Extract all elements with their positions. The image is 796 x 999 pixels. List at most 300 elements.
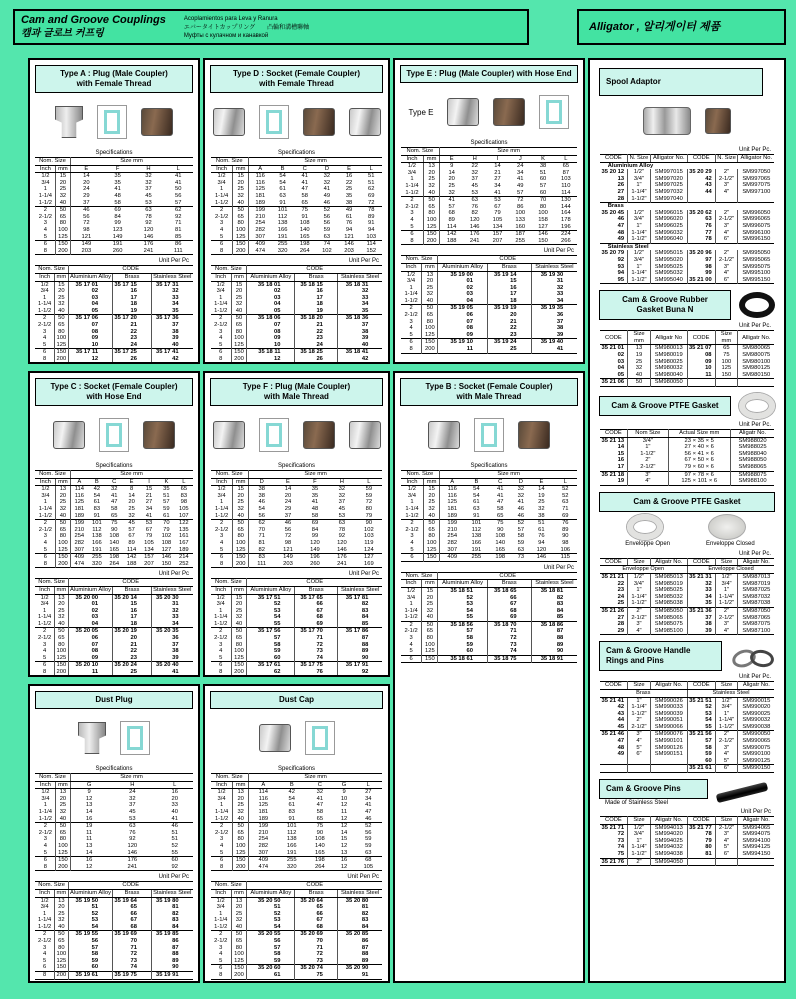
cell: 52: [247, 601, 295, 608]
cell: 81: [687, 851, 715, 858]
cell: 51: [247, 904, 295, 911]
cell: 150: [715, 372, 738, 379]
cell: 188: [126, 560, 137, 567]
cell: 101: [278, 823, 306, 830]
cell: 1/2: [211, 281, 232, 288]
cell: 42: [687, 176, 715, 183]
cell: 165: [299, 233, 310, 240]
cell: 48: [114, 192, 121, 199]
cell: 52: [512, 520, 529, 527]
cell: 2-1/2: [405, 203, 419, 210]
cell: 35 18 01: [247, 281, 295, 288]
cell: 241: [337, 560, 347, 567]
cell: 85: [337, 621, 382, 628]
column-header: mm: [233, 781, 248, 789]
cell: 3/4: [407, 492, 416, 499]
cell: 125: [56, 547, 70, 554]
cell: 307: [440, 547, 465, 554]
cell: 1-1/2": [715, 724, 738, 731]
cell: 1-1/2: [404, 614, 418, 621]
cell: 35 20 19: [113, 628, 152, 635]
cell: 38: [248, 493, 274, 500]
cell: 150: [56, 554, 70, 561]
cell: 57: [517, 189, 524, 196]
column-header: Alligator No.: [738, 155, 774, 163]
cell: 114: [440, 224, 464, 231]
cell: SM997032: [650, 189, 687, 196]
cell: 21: [113, 322, 152, 329]
cell: 241: [143, 247, 154, 254]
cell: 53: [247, 608, 295, 615]
cell: SM996075: [738, 223, 774, 230]
cell: SM990075: [738, 745, 774, 752]
cell: 25: [345, 186, 353, 193]
handle-title-line2: Rings and Pins: [606, 656, 664, 666]
cell: 61: [247, 972, 295, 979]
cell: 46: [517, 505, 525, 512]
cell: 2: [35, 628, 54, 635]
dust-cap-images: [208, 712, 385, 764]
cell: 198: [306, 857, 334, 864]
cell: 07: [68, 642, 112, 649]
cell: 29: [617, 627, 625, 634]
cell: 1-1/2: [214, 512, 229, 519]
cell: SM995040: [650, 277, 687, 284]
cell: 32: [538, 505, 545, 512]
cell: 59: [365, 842, 372, 849]
cell: 4": [628, 628, 651, 635]
cell: 65: [422, 312, 438, 319]
column-group-header: Size mm: [70, 158, 193, 166]
unit-label: Unit Per Pc.: [738, 147, 771, 153]
column-group-header: Nom. Size: [211, 471, 249, 479]
column-group-header: CODE: [68, 882, 192, 890]
cell: 80: [365, 505, 373, 512]
cell: 13: [340, 849, 348, 856]
cell: 2: [35, 207, 55, 214]
cell: 260: [112, 247, 123, 254]
page-title: Cam and Groove Couplings: [21, 14, 166, 26]
cell: 17: [113, 614, 152, 621]
type-b-dimension-diagram-icon: [474, 418, 504, 452]
dust-cap-code-table: [211, 881, 383, 979]
cell: 56: [247, 938, 295, 945]
cell: 149: [112, 233, 123, 240]
cell: 49: [617, 236, 625, 243]
column-header: A: [70, 478, 88, 486]
cell: 35 21 71: [600, 824, 628, 831]
cell: 2-1/2": [715, 738, 738, 745]
cell: 125 × 101 × 6: [668, 478, 730, 485]
cell: 32: [128, 512, 135, 519]
cell: 27: [494, 176, 501, 183]
cell: 06: [68, 635, 112, 642]
cell: 35: [345, 192, 353, 199]
cell: 51: [163, 492, 170, 499]
cell: 61: [163, 512, 170, 519]
cell: 25: [440, 183, 464, 190]
cell: SM987038: [738, 600, 774, 607]
column-header: CODE: [687, 155, 715, 163]
cell: 76: [553, 520, 577, 527]
cell: 86: [151, 938, 192, 945]
cell: 125: [422, 648, 438, 655]
cell: 65: [56, 214, 70, 221]
cell: 255: [272, 241, 294, 248]
cell: 165: [315, 849, 325, 856]
cell: 35 19 50: [68, 897, 112, 904]
cell: 307: [248, 850, 277, 857]
cell: 102: [322, 247, 332, 254]
cell: 76: [538, 533, 545, 540]
cell: 40: [337, 342, 382, 349]
cell: 50: [231, 931, 246, 938]
column-header: CODE: [687, 682, 715, 690]
cell: 80: [231, 329, 246, 336]
cell: 39: [151, 335, 192, 342]
cell: 200: [233, 248, 248, 255]
cell: 130: [554, 197, 577, 204]
cell: 200: [424, 238, 440, 245]
cell: SM994025: [650, 838, 687, 845]
cell: 2: [35, 315, 54, 322]
column-header: E: [529, 478, 553, 486]
cell: 3/4: [216, 288, 225, 295]
cell: 150: [161, 560, 172, 567]
cell: 1: [43, 802, 48, 809]
cell: 51: [368, 179, 375, 186]
column-header: CODE: [600, 155, 628, 163]
cell: 65: [497, 512, 504, 519]
type-e-code-table: [401, 255, 578, 353]
cell: 93: [617, 263, 625, 270]
cell: 09: [68, 655, 112, 662]
cell: SM980025: [650, 359, 687, 366]
type-c-photo-icon: [53, 421, 85, 449]
cell: 2-1/2: [405, 526, 419, 533]
cell: 32: [231, 614, 246, 621]
type-b-code-table: [401, 572, 578, 664]
cell: 282: [70, 540, 88, 547]
cell: 24: [509, 163, 532, 170]
cell: 35 18 36: [337, 315, 382, 322]
unit-label: Unit Per Pc.: [738, 422, 771, 429]
cell: SM995075: [738, 264, 774, 271]
cell: 40: [56, 513, 70, 520]
cell: 75: [617, 851, 625, 857]
unit-label: Unit Per Pc: [543, 248, 574, 255]
cell: 33: [151, 614, 192, 621]
cell: 35 20 85: [337, 931, 382, 938]
cell: SM994050: [650, 858, 687, 866]
cell: 6: [211, 554, 233, 561]
cell: 100: [538, 210, 548, 217]
cell: 2-1/2: [38, 938, 52, 945]
cell: 78: [145, 213, 152, 220]
cell: 35 19 10: [438, 339, 488, 346]
handle-rings-title: [599, 641, 722, 671]
cell: 22: [295, 329, 337, 336]
cell: 99: [687, 270, 715, 277]
cell: 25: [56, 186, 70, 193]
cell: 57: [128, 526, 135, 533]
cell: 35 17 61: [247, 662, 295, 669]
panel-dust-plug: [28, 684, 200, 983]
cell: SM990015: [738, 697, 774, 704]
cell: 50: [54, 931, 68, 938]
cell: 138: [92, 533, 102, 540]
cell: 05: [247, 308, 295, 315]
cell: SM980100: [738, 359, 775, 366]
cell: 5": [715, 844, 738, 851]
cell: SM988100: [730, 478, 774, 485]
column-4: [588, 58, 786, 990]
cell: 41: [164, 173, 193, 180]
cell: 83: [151, 917, 192, 924]
section-label: Aluminium Alloy: [600, 162, 775, 169]
cell: 150: [54, 662, 68, 669]
cell: SM997050: [738, 169, 774, 176]
cell: 32: [337, 288, 382, 295]
cell: 105: [363, 863, 374, 870]
cell: 3: [219, 328, 223, 335]
cell: 103: [364, 533, 374, 540]
cell: 18: [113, 301, 152, 308]
cell: 80: [233, 533, 248, 540]
cell: 176: [328, 554, 355, 561]
cell: 63: [687, 216, 715, 223]
column-header: I: [486, 155, 509, 163]
cell: SM994075: [738, 831, 774, 838]
cell: 21: [113, 642, 152, 649]
cell: 150: [422, 655, 438, 663]
cell: 76: [687, 223, 715, 230]
cell: 35 18 51: [438, 587, 488, 594]
cell: 127: [161, 546, 172, 553]
column-header: Brass: [295, 889, 337, 897]
column-header: Inch: [401, 478, 424, 486]
cell: 191: [286, 849, 297, 856]
cell: 3/4": [628, 581, 651, 588]
type-f-title: [210, 378, 383, 406]
cell: 40: [231, 308, 246, 315]
cell: 59: [517, 539, 525, 546]
cell: 50: [628, 379, 651, 387]
cell: 80: [56, 533, 70, 540]
cell: 114: [126, 546, 137, 553]
cell: 1-1/4: [38, 301, 52, 308]
cell: 6": [715, 851, 738, 858]
column-header: A: [440, 478, 465, 486]
cell: 100: [54, 335, 68, 342]
cell: SM985019: [650, 581, 687, 588]
cell: 12: [340, 802, 348, 809]
cell: 45: [129, 808, 136, 815]
column-header: CODE: [687, 817, 715, 825]
column-group-header: Size mm: [248, 158, 382, 166]
cell: 50: [56, 207, 70, 214]
cell: 65: [233, 830, 248, 837]
column-header: B: [272, 165, 294, 173]
cell: 409: [248, 241, 271, 248]
cell: 34: [687, 594, 715, 601]
cell: 35 19 05: [438, 305, 488, 312]
cell: 146: [158, 554, 175, 561]
cell: 53: [471, 189, 478, 196]
cell: 2-1/2": [715, 615, 738, 622]
column-header: Alligatr No: [650, 331, 687, 345]
cell: 41: [171, 815, 178, 822]
cell: 3: [43, 836, 48, 843]
cell: 200: [233, 561, 248, 568]
cell: 27: [354, 789, 382, 796]
type-d-photo-icon: [213, 108, 245, 136]
cell: 51: [171, 836, 178, 843]
column-header: CODE: [600, 558, 628, 566]
cell: 32: [106, 486, 123, 493]
section-spool-adaptor: [593, 63, 781, 285]
cell: SM985032: [650, 594, 687, 601]
cell: 59: [247, 648, 295, 655]
cell: 25: [56, 499, 70, 506]
cell: 108: [299, 220, 310, 227]
rubber-gasket-table: [600, 330, 775, 387]
column-header: CODE: [600, 817, 628, 825]
column-header: Actual Size mm: [668, 430, 730, 438]
cell: 125: [233, 234, 248, 241]
dust-plug-diagram-icon: [120, 721, 150, 755]
cell: 35 21 46: [600, 731, 628, 738]
cell: 254: [248, 836, 277, 843]
column-header: mm: [424, 478, 440, 486]
cell: SM985100: [650, 628, 687, 635]
cell: 4: [43, 842, 48, 849]
cell: 50: [54, 628, 68, 635]
cell: 31: [151, 601, 192, 608]
cell: 2": [628, 858, 651, 866]
column-header: Aluminium Alloy: [70, 273, 111, 280]
cell: 32: [151, 288, 192, 295]
cell: 84: [337, 614, 382, 621]
cell: 134: [144, 546, 154, 553]
cell: 32: [145, 179, 152, 186]
cell: 111: [173, 247, 183, 254]
cell: 1-1/4: [38, 505, 52, 512]
cell: 200: [422, 346, 438, 353]
cell: 32: [424, 506, 440, 513]
cell: 25: [54, 911, 68, 918]
column-header: Stainless Steel: [153, 586, 192, 593]
cell: 6: [35, 241, 55, 248]
cell: 32: [422, 291, 438, 298]
cell: 20: [54, 288, 68, 295]
cell: 59: [247, 958, 295, 965]
cell: 35 19 64: [113, 897, 152, 904]
cell: 176: [463, 231, 486, 238]
cell: 13: [70, 843, 108, 850]
cell: 146: [529, 554, 553, 562]
column-header: Inch: [35, 478, 55, 486]
column-header: Brass: [113, 586, 152, 594]
cell: 6: [401, 554, 424, 562]
cell: 03: [617, 358, 625, 365]
cell: 200: [231, 669, 246, 676]
envelope-open-caption: Enveloppe Open: [625, 541, 670, 548]
cell: 142: [440, 231, 464, 238]
column-header: Aligatr No.: [650, 558, 687, 566]
cell: 114: [360, 241, 382, 248]
cell: 98: [180, 499, 188, 506]
column-header: Inch: [401, 580, 422, 588]
cell: [628, 758, 651, 765]
cell: 19: [538, 492, 545, 499]
cell: 24: [295, 342, 337, 349]
cell: 25: [628, 359, 651, 366]
spec-caption: Specifications: [277, 766, 316, 772]
cell: 35 17 36: [151, 315, 192, 322]
cell: SM987025: [738, 587, 774, 594]
cell: 24: [70, 186, 102, 193]
cell: 56: [248, 513, 274, 520]
spool-title: Spool Adaptor: [599, 68, 763, 96]
cell: 65: [233, 527, 248, 534]
column-header: mm: [56, 781, 70, 789]
cell: 189: [70, 513, 88, 520]
pins-subtitle: Made of Stainless Steel: [605, 800, 669, 807]
cell: 67: [113, 917, 152, 924]
unit-label: Unit Per Pc: [740, 809, 771, 816]
cell: 37: [471, 176, 478, 183]
cell: 1/2": [628, 210, 651, 217]
cell: 4: [219, 951, 223, 958]
cell: SM988040: [730, 451, 774, 458]
cell: 150: [233, 857, 248, 864]
type-a-photo-icon: [55, 106, 83, 138]
column-header: H: [108, 781, 157, 789]
pins-title-row: [599, 779, 775, 806]
cell: 84: [151, 924, 192, 931]
cell: 1": [628, 697, 651, 704]
cell: SM997020: [650, 176, 687, 183]
cell: 12: [247, 356, 295, 363]
cell: 15: [113, 601, 152, 608]
cell: 67: [295, 608, 337, 615]
cell: 8: [219, 356, 223, 363]
cell: 125: [422, 332, 438, 339]
cell: 116: [440, 486, 465, 493]
column-group-header: Nom. Size: [401, 572, 438, 580]
cell: 78: [687, 831, 715, 838]
cell: 100: [231, 335, 246, 342]
cell: 1: [43, 186, 48, 193]
column-header: Stainless Steel: [337, 273, 382, 281]
cell: 67: [145, 526, 153, 533]
cell: 35 20 69: [295, 931, 337, 938]
cell: 35 18 15: [295, 281, 337, 288]
cell: 1-1/4: [405, 505, 419, 512]
cell: 33: [151, 295, 192, 302]
column-header: A: [248, 781, 277, 789]
cell: 51: [171, 829, 178, 836]
cell: 2: [211, 207, 233, 214]
cell: 73: [295, 958, 337, 965]
cell: 63: [517, 546, 525, 553]
cell: 1/2: [401, 163, 424, 170]
cell: 25: [422, 601, 438, 608]
cell: 2-1/2: [38, 213, 52, 220]
cell: 198: [106, 554, 123, 561]
cell: 108: [495, 533, 506, 540]
